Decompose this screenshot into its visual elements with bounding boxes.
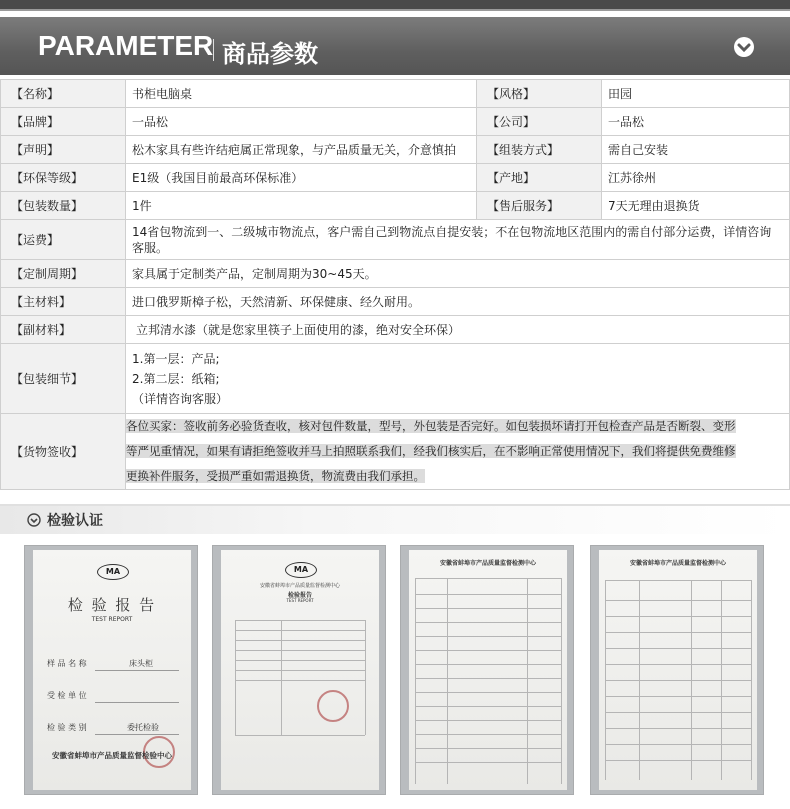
param-label: 【售后服务】	[477, 192, 602, 220]
table-line	[605, 696, 751, 697]
table-line	[235, 670, 365, 671]
certificate-paper	[409, 550, 567, 790]
table-line	[605, 664, 751, 665]
param-label: 【风格】	[477, 80, 602, 108]
table-row	[1, 260, 790, 288]
cert-subtitle: TEST REPORT	[91, 616, 133, 623]
table-line	[605, 616, 751, 617]
table-row	[1, 414, 790, 490]
cert-subtitle: TEST REPORT	[286, 598, 314, 603]
cert-title: 检验报告	[287, 592, 312, 599]
table-line	[691, 580, 692, 780]
table-line	[415, 636, 561, 637]
table-line	[235, 620, 236, 735]
certificate-image[interactable]	[24, 545, 198, 795]
table-line	[561, 578, 562, 784]
param-value: 立邦清水漆（就是您家里筷子上面使用的漆，绝对安全环保）	[126, 316, 790, 344]
param-value: 7天无理由退换货	[602, 192, 790, 220]
table-row	[1, 108, 790, 136]
table-line	[235, 620, 365, 621]
param-label: 【品牌】	[1, 108, 126, 136]
param-value: 一品松	[602, 108, 790, 136]
receipt-line: 等严见重情况，如果有请拒绝签收并马上拍照联系我们，经我们核实后，在不影响正常使用情况下，我们将提供免费维修	[126, 444, 736, 458]
param-label: 【环保等级】	[1, 164, 126, 192]
table-line	[527, 578, 528, 784]
cert-org: 安徽省蚌埠市产品质量监督检测中心	[439, 560, 536, 567]
table-line	[415, 622, 561, 623]
cert-title: 检 验 报 告	[67, 596, 157, 614]
param-value: 家具属于定制类产品，定制周期为30~45天。	[126, 260, 790, 288]
packing-line: 1.第一层：产品;	[132, 351, 220, 366]
cert-org: 安徽省蚌埠市产品质量监督检测中心	[259, 583, 340, 589]
table-line	[235, 680, 365, 681]
table-line	[365, 620, 366, 735]
table-line	[235, 630, 365, 631]
certificate-paper	[599, 550, 757, 790]
param-label: 【定制周期】	[1, 260, 126, 288]
param-label: 【包装数量】	[1, 192, 126, 220]
cert-footer: 安徽省蚌埠市产品质量监督检验中心	[52, 751, 172, 760]
field-underline	[95, 702, 179, 703]
param-value	[126, 414, 790, 490]
param-value	[126, 344, 790, 414]
receipt-line: 更换补件服务，受损严重如需退换货，物流费由我们承担。	[126, 469, 425, 483]
certificate-image[interactable]	[590, 545, 764, 795]
table-line	[415, 678, 561, 679]
table-line	[605, 648, 751, 649]
table-line	[639, 580, 640, 780]
param-label: 【名称】	[1, 80, 126, 108]
receipt-line: 各位买家：签收前务必验货查收，核对包件数量，型号，外包装是否完好。如包装损坏请打开包检查产品是否断裂、变形	[126, 419, 736, 433]
params-table	[0, 79, 790, 490]
param-value: 14省包物流到一、二级城市物流点，客户需自己到物流点自提安装；不在包物流地区范围内的需自付部分运费，详情咨询客服。	[126, 220, 790, 260]
param-value: 江苏徐州	[602, 164, 790, 192]
seal-stamp	[317, 690, 349, 722]
header-separator	[213, 39, 214, 61]
ma-mark: MA	[285, 562, 317, 578]
param-value: 松木家具有些许结疤属正常现象，与产品质量无关，介意慎拍	[126, 136, 477, 164]
table-line	[415, 664, 561, 665]
param-label: 【声明】	[1, 136, 126, 164]
param-label: 【产地】	[477, 164, 602, 192]
param-value: 一品松	[126, 108, 477, 136]
table-line	[605, 580, 751, 581]
field-underline	[95, 734, 179, 735]
param-value: 书柜电脑桌	[126, 80, 477, 108]
table-line	[447, 578, 448, 784]
table-row	[1, 288, 790, 316]
section-divider	[0, 504, 790, 506]
header-title-en: PARAMETER	[38, 30, 214, 61]
certificate-paper	[33, 550, 191, 790]
table-line	[415, 650, 561, 651]
table-row	[1, 316, 790, 344]
table-line	[605, 600, 751, 601]
table-line	[415, 578, 416, 784]
certificate-image[interactable]	[212, 545, 386, 795]
table-row	[1, 220, 790, 260]
table-row	[1, 80, 790, 108]
param-value: 需自己安装	[602, 136, 790, 164]
table-line	[751, 580, 752, 780]
top-band	[0, 0, 790, 11]
cert-org: 安徽省蚌埠市产品质量监督检测中心	[629, 560, 726, 567]
chevron-down-icon[interactable]	[734, 37, 754, 57]
table-line	[605, 728, 751, 729]
param-label: 【公司】	[477, 108, 602, 136]
certificate-gallery	[24, 545, 766, 795]
table-line	[415, 706, 561, 707]
field-value: 床头柜	[129, 659, 153, 668]
header-title-cn: 商品参数	[222, 40, 318, 68]
param-value: 进口俄罗斯樟子松，天然清新、环保健康、经久耐用。	[126, 288, 790, 316]
table-line	[281, 620, 282, 735]
packing-line: （详情咨询客服）	[132, 391, 229, 406]
table-line	[235, 650, 365, 651]
param-value: E1级（我国目前最高环保标准）	[126, 164, 477, 192]
param-value: 1件	[126, 192, 477, 220]
param-label: 【货物签收】	[1, 414, 126, 490]
table-line	[415, 748, 561, 749]
parameter-header	[0, 17, 790, 75]
param-label: 【包装细节】	[1, 344, 126, 414]
table-line	[415, 608, 561, 609]
inspection-title: 检验认证	[47, 513, 103, 529]
table-row	[1, 164, 790, 192]
param-value: 田园	[602, 80, 790, 108]
ma-mark: MA	[97, 564, 129, 580]
table-row	[1, 344, 790, 414]
table-line	[415, 578, 561, 579]
chevron-circle-icon	[27, 512, 41, 526]
field-label: 样 品 名 称	[47, 659, 87, 668]
table-line	[605, 632, 751, 633]
param-label: 【副材料】	[1, 316, 126, 344]
table-line	[415, 734, 561, 735]
field-value: 委托检验	[127, 723, 159, 732]
certificate-paper	[221, 550, 379, 790]
table-line	[415, 594, 561, 595]
inspection-section-header	[0, 504, 790, 534]
table-line	[415, 762, 561, 763]
table-row	[1, 136, 790, 164]
table-line	[605, 580, 606, 780]
certificate-image[interactable]	[400, 545, 574, 795]
table-row	[1, 192, 790, 220]
field-label: 检 验 类 别	[47, 723, 87, 732]
packing-line: 2.第二层：纸箱;	[132, 371, 220, 386]
table-line	[721, 580, 722, 780]
param-label: 【组装方式】	[477, 136, 602, 164]
table-line	[415, 692, 561, 693]
table-line	[235, 735, 365, 736]
table-line	[605, 712, 751, 713]
field-underline	[95, 670, 179, 671]
table-line	[415, 720, 561, 721]
param-label: 【运费】	[1, 220, 126, 260]
field-label: 受 检 单 位	[47, 691, 87, 700]
table-line	[605, 760, 751, 761]
table-line	[235, 640, 365, 641]
table-line	[605, 744, 751, 745]
table-line	[605, 680, 751, 681]
table-line	[235, 660, 365, 661]
param-label: 【主材料】	[1, 288, 126, 316]
